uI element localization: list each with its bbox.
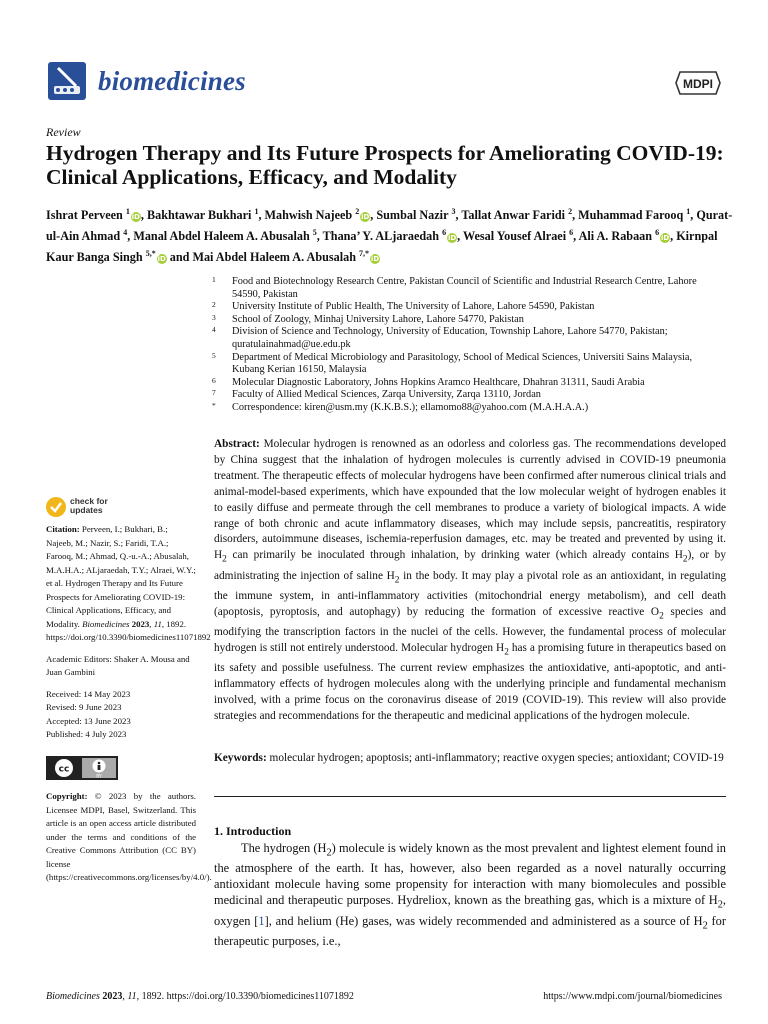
received-date: Received: 14 May 2023 xyxy=(46,688,131,699)
orcid-icon[interactable]: iD xyxy=(447,234,457,243)
author-name: Ishrat Perveen xyxy=(46,208,123,223)
section-heading-introduction: 1. Introduction xyxy=(214,824,292,838)
citation-volume: 11 xyxy=(153,618,162,629)
author-name: Mahwish Najeeb xyxy=(264,208,353,223)
citation-text: Perveen, I.; Bukhari, B.; Najeeb, M.; Nazir, S.; Faridi, T.A.; Farooq, M.; Ahmad, Q.-u.-A.; Abusalah, M.A.H.A.; ALjaraedah, T.Y.; Alraei, W.Y.; et al. Hydrogen Therapy and Its Future Prospects for Ameliorating COVID-19: Clinical Applications, Efficacy, and Modality. xyxy=(46,524,196,629)
affiliation-item xyxy=(212,377,726,390)
abstract-label: Abstract: xyxy=(214,438,260,450)
sidebar xyxy=(46,495,212,893)
check-updates-icon xyxy=(46,497,66,517)
article-type: Review xyxy=(46,125,81,139)
author-name: Wesal Yousef Alraei xyxy=(462,229,567,244)
citation-label: Citation: xyxy=(46,524,80,534)
author-name: Manal Abdel Haleem A. Abusalah xyxy=(133,229,310,244)
author-affiliation-mark: 3 xyxy=(451,207,456,216)
footer-journal-url[interactable]: https://www.mdpi.com/journal/biomedicines xyxy=(543,991,722,1002)
keywords xyxy=(214,751,726,767)
citation-block: Citation: Perveen, I.; Bukhari, B.; Najeeb, M.; Nazir, S.; Faridi, T.A.; Farooq, M.; Ahmad, Q.-u.-A.; Abusalah, M.A.H.A.; ALjaraedah, T.Y.; Alraei, W.Y.; et al. Hydrogen Therapy and Its Future Prospects for Ameliorating COVID-19: Clinical Applications, Efficacy, and Modality. Biomedicines 2023, 11, 1892. https://doi.org/10.3390/biomedicines11071892 xyxy=(46,524,211,642)
affiliation-text: Molecular Diagnostic Laboratory, Johns Hopkins Aramco Healthcare, Dhahran 31311, Saudi Arabia xyxy=(232,376,645,388)
author-name: Muhammad Farooq xyxy=(578,208,684,223)
author-affiliation-mark: 1 xyxy=(254,207,259,216)
author-affiliation-mark: 7,* xyxy=(359,249,370,259)
affiliation-text: University Institute of Public Health, The University of Lahore, Lahore 54590, Pakistan xyxy=(232,301,595,313)
affiliation-text: Department of Medical Microbiology and Parasitology, School of Medical Sciences, Universiti Sains Malaysia, Kubang Kerian 16150, Malaysia xyxy=(232,351,693,376)
mdpi-logo[interactable] xyxy=(674,68,722,98)
author-name: Qurat-ul-Ain Ahmad xyxy=(46,208,733,244)
keywords-text: molecular hydrogen; apoptosis; anti-inflammatory; reactive oxygen species; antioxidant; COVID-19 xyxy=(269,752,724,764)
author xyxy=(133,229,316,243)
author-affiliation-mark: 2 xyxy=(568,207,573,216)
keywords-label: Keywords: xyxy=(214,752,267,764)
affiliation-number: 1 xyxy=(212,275,216,284)
affiliation-item xyxy=(212,276,726,301)
section-divider xyxy=(214,796,726,797)
affiliation-number: 7 xyxy=(212,388,216,398)
abstract-text-2: can primarily be inoculated through inhalation, by drinking water (which already contains H xyxy=(226,549,683,562)
intro-text-1: The hydrogen (H xyxy=(241,841,327,855)
affiliation-number: 4 xyxy=(212,325,216,335)
copyright-text: © 2023 by the authors. Licensee MDPI, Basel, Switzerland. This article is an open access article distributed under the terms and conditions of the Creative Commons Attribution (CC BY) license (https://creativecommons.org/licenses/by/4.0/). xyxy=(46,791,212,882)
svg-text:cc: cc xyxy=(58,764,70,774)
citation-link[interactable]: 1 xyxy=(258,913,265,928)
svg-text:BY: BY xyxy=(96,774,102,779)
check-updates-line-2: updates xyxy=(70,505,103,515)
affiliation-item xyxy=(212,301,726,314)
author-name: Ali A. Rabaan xyxy=(578,229,653,244)
article-title: Hydrogen Therapy and Its Future Prospects for Ameliorating COVID-19: Clinical Applications, Efficacy, and Modality xyxy=(46,141,724,189)
affiliation-item xyxy=(212,389,726,402)
affiliation-text: Division of Science and Technology, University of Education, Township Lahore, Lahore 54770, Pakistan; quratulainahmad@ue.edu.pk xyxy=(232,326,668,350)
citation-journal: Biomedicines xyxy=(82,618,130,629)
abstract-text-1: Molecular hydrogen is renowned as an odorless and colorless gas. The recommendations developed by China suggest that the inhalation of hydrogen molecules is currently advised in COVID-19 pneumonia treatment. The therapeutic effects of molecular hydrogens have been confirmed after numerous clinical trials and animal-model-based experiments, which have expounded that the low molecular weight of hydrogen enables it to easily diffuse and permeate through the cell membranes to produce a variety of biological impacts. A wide range of both chronic and acute inflammatory diseases, which may include sepsis, pancreatitis, respiratory disorders, autoimmune diseases, ischemia-reperfusion damages, etc. may be treated and prevented by using it. H xyxy=(214,438,726,562)
abstract: Abstract: Molecular hydrogen is renowned as an odorless and colorless gas. The recommendations developed by China suggest that the inhalation of hydrogen molecules is currently advised in COVID-19 pneumonia treatment. The therapeutic effects of molecular hydrogens have been confirmed after numerous clinical trials and animal-model-based experiments, which have expounded that the low molecular weight of hydrogen enables it to easily diffuse and permeate through the cell membranes to produce a variety of biological impacts. A wide range of both chronic and acute inflammatory diseases, which may include sepsis, pancreatitis, respiratory disorders, autoimmune diseases, ischemia-reperfusion damages, etc. may be treated and prevented by using it. $H_2$ can primarily be inoculated through inhalation, by drinking water (which already contains $H_2$), or by administrating the injection of saline $H_2$ in the body. It may play a pivotal role as an antioxidant, in regulating the immune system, in anti-inflammatory activities (mitochondrial energy metabolism), and cell death (apoptosis, pyroptosis, and autophagy) by reducing the formation of excessive reactive $O_2$ species and modifying the transcription factors in the nuclei of the cells. However, the fundamental process of molecular hydrogen is still not entirely understood. Molecular hydrogen $H_2$ has a promising future in therapeutics based on its safety and possible usefulness. The current review emphasizes the antioxidative, anti-apoptotic, and anti-inflammatory effects of hydrogen molecules along with the underlying principle and fundamental mechanism involved, with a prime focus on the coronavirus disease of 2019 (COVID-19). This review will also provide strategies and recommendations for the therapeutic and medicinal applications of the hydrogen molecule. xyxy=(214,438,727,722)
footer-journal: Biomedicines xyxy=(46,991,100,1002)
footer-volume: 11 xyxy=(127,991,137,1002)
copyright-label: Copyright: xyxy=(46,791,88,801)
orcid-icon[interactable]: iD xyxy=(660,234,670,243)
author-affiliation-mark: 2 xyxy=(355,207,360,216)
introduction-text: The hydrogen $(H_2)$ molecule is widely known as the most prevalent and lightest element found in the atmosphere of the earth. It has, however, also been regarded as a novel naturally occurring antioxidant molecule having some propensity for interaction with many biomolecules and possible medicinal and therapeutic purposes. Hydreliox, known as the breathing gas, which is a mixture of $H_2$, oxygen [1], and helium (He) gases, was widely recommended and administered as a source of $H_2$ for therapeutic purposes, i.e., xyxy=(214,841,727,948)
author-affiliation-mark: 6 xyxy=(569,228,574,238)
affiliation-item xyxy=(212,326,726,351)
author-name: Tallat Anwar Faridi xyxy=(461,208,566,223)
author xyxy=(376,208,455,222)
affiliation-item xyxy=(212,402,726,415)
journal-name[interactable]: biomedicines xyxy=(98,66,246,96)
abstract-text-5: species and modifying the transcription factors in the nuclei of the cells. However, the fundamental process of molecular hydrogen is still not entirely understood. Molecular hydrogen H xyxy=(214,605,726,654)
author xyxy=(461,208,572,222)
author xyxy=(463,229,573,243)
author xyxy=(323,229,457,243)
citation-doi[interactable]: , 1892. https://doi.org/10.3390/biomedicines11071892 xyxy=(46,618,211,642)
check-for-updates-button[interactable] xyxy=(46,495,196,519)
author-affiliation-mark: 5 xyxy=(312,228,317,238)
author-name: Bakhtawar Bukhari xyxy=(146,208,252,223)
orcid-icon[interactable]: iD xyxy=(131,213,140,222)
author xyxy=(579,229,671,243)
affiliation-number: 6 xyxy=(212,375,216,385)
page-header xyxy=(46,58,726,104)
footer-citation: Biomedicines 2023, 11, 1892. https://doi.org/10.3390/biomedicines11071892 xyxy=(46,991,354,1002)
affiliation-item xyxy=(212,314,726,327)
revised-date: Revised: 9 June 2023 xyxy=(46,702,122,712)
check-updates-line-1: check for xyxy=(70,496,108,506)
affiliation-list xyxy=(212,276,726,415)
author-affiliation-mark: 5,* xyxy=(145,249,156,259)
author xyxy=(265,208,371,222)
author xyxy=(192,250,380,264)
affiliation-number: 3 xyxy=(212,312,216,322)
copyright-block xyxy=(46,790,212,885)
affiliation-number: * xyxy=(212,400,216,410)
cc-by-license-icon[interactable] xyxy=(46,756,118,780)
orcid-icon[interactable]: iD xyxy=(361,213,370,222)
dates-block xyxy=(46,688,196,742)
footer-doi[interactable]: , 1892. https://doi.org/10.3390/biomedicines11071892 xyxy=(136,991,354,1002)
orcid-icon[interactable]: iD xyxy=(157,255,166,264)
test-tubes-icon xyxy=(46,60,88,102)
intro-text-2: ) molecule is widely known as the most prevalent and lightest element found in the atmosphere of the earth. It has, however, also been regarded as a novel naturally occurring antioxidant molecule having some propensity for interaction with many biomolecules and possible medicinal and therapeutic purposes. Hydreliox, known as the breathing gas, which is a mixture of H xyxy=(214,841,726,908)
affiliation-number: 2 xyxy=(212,300,216,310)
affiliation-text: Food and Biotechnology Research Centre, Pakistan Council of Scientific and Industrial Research Centre, Lahore 54590, Pakistan xyxy=(232,276,697,300)
orcid-icon[interactable]: iD xyxy=(370,255,380,264)
abstract-text-3: ), or by administrating the injection of saline H xyxy=(214,549,726,582)
affiliation-number: 5 xyxy=(212,350,216,360)
footer-year: 2023 xyxy=(102,991,123,1002)
academic-editors: Academic Editors: Shaker A. Mousa and Juan Gambini xyxy=(46,653,190,677)
affiliation-item xyxy=(212,352,726,377)
intro-text-4: ], and helium (He) gases, was widely recommended and administered as a source of H xyxy=(264,913,703,928)
author-affiliation-mark: 6 xyxy=(442,228,447,238)
author-affiliation-mark: 1 xyxy=(125,207,130,216)
author xyxy=(147,208,258,222)
affiliation-text: Correspondence: kiren@usm.my (K.K.B.S.); ellamomo88@yahoo.com (M.A.H.A.A.) xyxy=(232,401,589,413)
author xyxy=(46,208,141,222)
abstract-text-4: in the body. It may play a pivotal role as an antioxidant, in regulating the immune system, in anti-inflammatory activities (mitochondrial energy metabolism), and cell death (apoptosis, pyroptosis, and autophagy) by reducing the formation of excessive reactive O xyxy=(214,569,727,618)
author xyxy=(578,208,690,222)
author-affiliation-mark: 4 xyxy=(123,228,128,238)
affiliation-text: Faculty of Allied Medical Sciences, Zarqa University, Zarqa 13110, Jordan xyxy=(232,389,541,401)
author-name: Mai Abdel Haleem A. Abusalah xyxy=(192,250,356,265)
accepted-date: Accepted: 13 June 2023 xyxy=(46,715,131,726)
author-list: Ishrat Perveen $^1$iD, Bakhtawar Bukhari $^1$, Mahwish Najeeb $^2$iD, Sumbal Nazir $^3$, Tallat Anwar Faridi $^2$, Muhammad Farooq $^1$, Qurat-ul-Ain Ahmad $^4$, Manal Abdel Haleem A. Abusalah $^5$, Thana’ Y. ALjaraedah $^6$iD, Wesal Yousef Alraei $^6$, Ali A. Rabaan $^6$iD, Kirnpal Kaur Banga Singh $^{5,*}$iD and Mai Abdel Haleem A. Abusalah $^{7,*}$iD xyxy=(46,207,733,265)
abstract-text-6: has a promising future in therapeutics based on its safety and possible usefulness. The current review emphasizes the antioxidative, anti-apoptotic, and anti-inflammatory effects of hydrogen molecules along with the underlying principle and fundamental mechanism involved, with a prime focus on the coronavirus disease of 2019 (COVID-19). This review will also provide strategies and recommendations for the therapeutic and medicinal applications of the hydrogen molecule. xyxy=(214,641,726,722)
affiliation-text: School of Zoology, Minhaj University Lahore, Lahore 54770, Pakistan xyxy=(232,313,524,325)
check-updates-label xyxy=(70,497,108,515)
author-affiliation-mark: 6 xyxy=(655,228,660,238)
published-date: Published: 4 July 2023 xyxy=(46,729,127,739)
author-name: Thana’ Y. ALjaraedah xyxy=(322,229,440,244)
author-name: Sumbal Nazir xyxy=(376,208,449,223)
intro-text-5: for therapeutic purposes, i.e., xyxy=(214,913,727,948)
citation-year: 2023 xyxy=(131,618,150,629)
intro-text-3: , oxygen [ xyxy=(214,893,726,928)
publisher-logo-text: MDPI xyxy=(683,77,713,91)
author-name: Kirnpal Kaur Banga Singh xyxy=(46,229,718,265)
author-affiliation-mark: 1 xyxy=(686,207,691,216)
